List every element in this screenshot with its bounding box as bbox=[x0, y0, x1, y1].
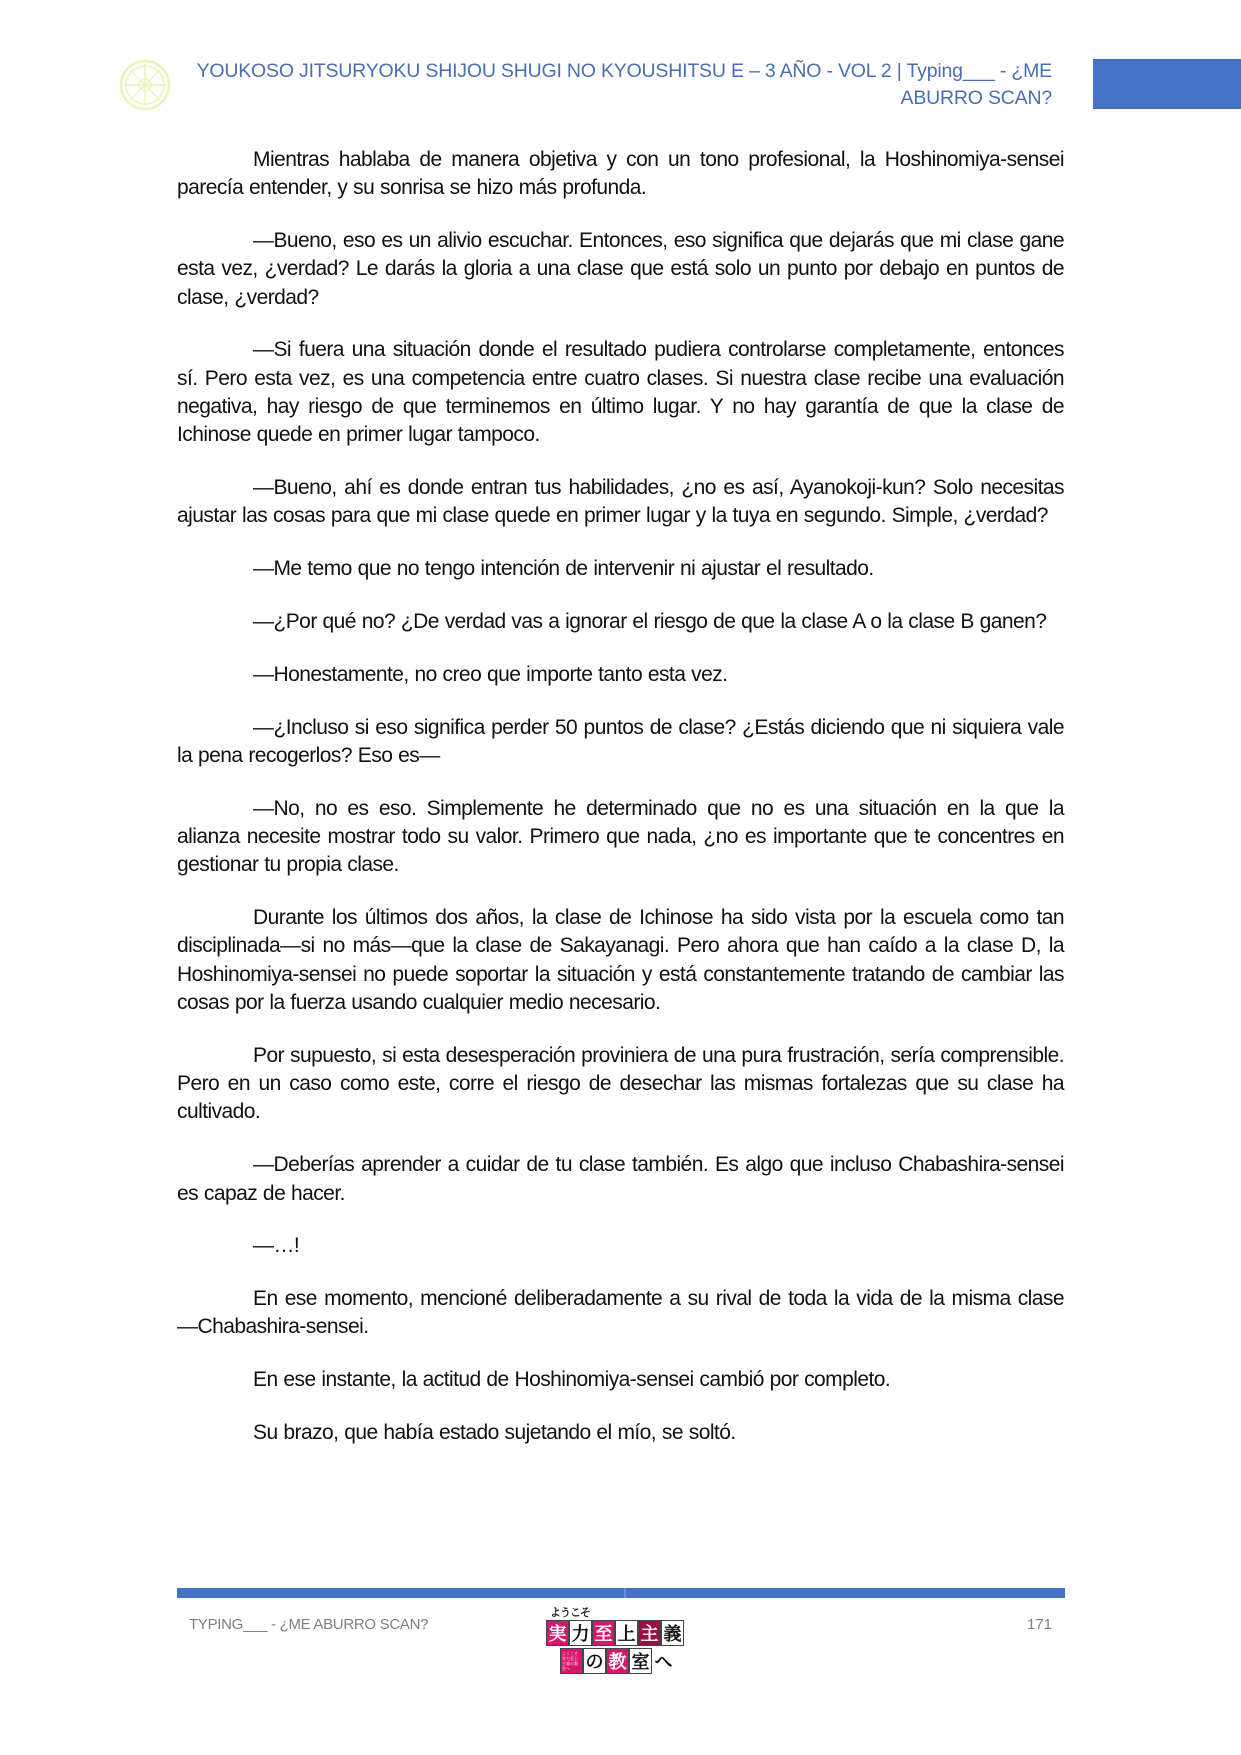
paragraph: Durante los últimos dos años, la clase de Ichinose ha sido vista por la escuela como tan disciplinada—si no más—que la clase de Sakayanagi. Pero ahora que han caído a la clase D, la Hoshinomiya-sensei no puede soportar la situación y está constantemente tratando de cambiar las cosas por la fuerza usando cualquier medio necesario. bbox=[177, 906, 1064, 1015]
paragraph: En ese instante, la actitud de Hoshinomiya-sensei cambió por completo. bbox=[253, 1368, 891, 1392]
paragraph: —¿Por qué no? ¿De verdad vas a ignorar el riesgo de que la clase A o la clase B ganen? bbox=[253, 610, 1047, 634]
paragraph: Su brazo, que había estado sujetando el mío, se soltó. bbox=[253, 1421, 736, 1444]
series-logo bbox=[546, 1604, 696, 1678]
paragraph: —No, no es eso. Simplemente he determinado que no es una situación en la que la alianza necesite mostrar todo su valor. Primero que nada, ¿no es importante que te concentres en gestionar tu propia clase. bbox=[177, 796, 1064, 877]
logo-char: 上 bbox=[615, 1620, 638, 1646]
logo-char: 室 bbox=[629, 1648, 652, 1674]
paragraph: —Me temo que no tengo intención de intervenir ni ajustar el resultado. bbox=[253, 557, 874, 581]
logo-row-2 bbox=[560, 1648, 675, 1674]
page-number: 171 bbox=[1026, 1616, 1052, 1633]
logo-char: へ bbox=[652, 1648, 675, 1674]
logo-small-text: ようこそ bbox=[550, 1606, 590, 1619]
footer-credit: TYPING___ - ¿ME ABURRO SCAN? bbox=[189, 1616, 429, 1633]
logo-char: 主 bbox=[638, 1620, 661, 1646]
paragraph: —Honestamente, no creo que importe tanto esta vez. bbox=[253, 662, 728, 686]
footer-rule bbox=[177, 1588, 1065, 1598]
logo-char: 至 bbox=[592, 1620, 615, 1646]
paragraph: —Si fuera una situación donde el resultado pudiera controlarse completamente, entonces sí. Pero esta vez, es una competencia entre cuatro clases. Si nuestra clase recibe una evaluación negativa, hay riesgo de que terminemos en último lugar. Y no hay garantía de que la clase de Ichinose quede en primer lugar tampoco. bbox=[177, 338, 1064, 447]
paragraph: Mientras hablaba de manera objetiva y con un tono profesional, la Hoshinomiya-sensei parecía entender, y su sonrisa se hizo más profunda. bbox=[177, 148, 1064, 200]
logo-char: 教 bbox=[606, 1648, 629, 1674]
running-header-title bbox=[190, 58, 1052, 112]
paragraph: —Bueno, eso es un alivio escuchar. Entonces, eso significa que dejarás que mi clase gane esta vez, ¿verdad? Le darás la gloria a una clase que está solo un punto por debajo en puntos de clase, ¿verdad? bbox=[177, 229, 1064, 309]
paragraph: —Deberías aprender a cuidar de tu clase también. Es algo que incluso Chabashira-sensei es capaz de hacer. bbox=[177, 1153, 1064, 1205]
logo-char: 実 bbox=[546, 1620, 569, 1646]
paragraph: —…! bbox=[253, 1234, 300, 1258]
logo-char: 義 bbox=[661, 1620, 684, 1646]
logo-char: の bbox=[583, 1648, 606, 1674]
header-title-line-2: ABURRO SCAN? bbox=[900, 87, 1052, 109]
logo-char: 力 bbox=[569, 1620, 592, 1646]
logo-row-1 bbox=[546, 1620, 684, 1646]
paragraph: —¿Incluso si eso significa perder 50 puntos de clase? ¿Estás diciendo que ni siquiera vale la pena recogerlos? Eso es— bbox=[177, 715, 1064, 767]
header-title-line-1: YOUKOSO JITSURYOKU SHIJOU SHUGI NO KYOUSHITSU E – 3 AÑO - VOL 2 | Typing___ - ¿ME bbox=[196, 60, 1052, 82]
paragraph: —Bueno, ahí es donde entran tus habilidades, ¿no es así, Ayanokoji-kun? Solo necesitas ajustar las cosas para que mi clase quede en primer lugar y la tuya en segundo. Simple, ¿verdad? bbox=[177, 476, 1064, 528]
wheel-emblem-icon bbox=[118, 58, 172, 112]
page-body bbox=[177, 146, 1064, 1472]
header-accent-block bbox=[1093, 59, 1241, 109]
logo-tiny-text: ようこそ実力至上主義の教室へ bbox=[560, 1648, 583, 1674]
paragraph: En ese momento, mencioné deliberadamente a su rival de toda la vida de la misma clase—Chabashira-sensei. bbox=[177, 1287, 1064, 1339]
paragraph: Por supuesto, si esta desesperación proviniera de una pura frustración, sería comprensible. Pero en un caso como este, corre el riesgo de desechar las mismas fortalezas que su clase ha cultivado. bbox=[177, 1043, 1064, 1124]
